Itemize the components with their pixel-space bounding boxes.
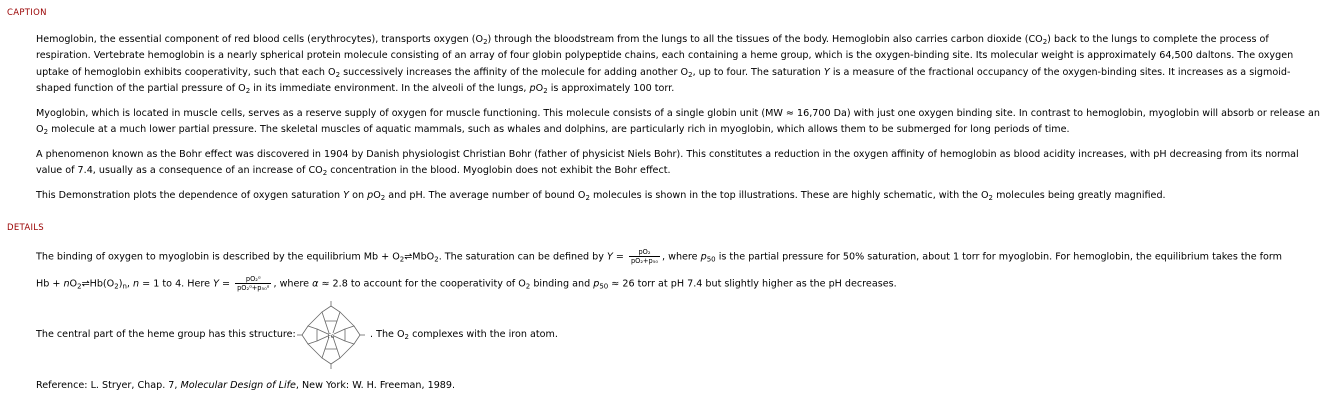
myoglobin-saturation-fraction: $\frac{\text{pO₂}}{\text{pO₂+p₅₀}}$ bbox=[630, 248, 658, 265]
caption-heading: CAPTION bbox=[7, 8, 47, 18]
hemoglobin-saturation-fraction: $\frac{\text{pO₂ᵅ}}{\text{pO₂ᵅ+p₅₀ᵅ}}$ bbox=[237, 275, 270, 292]
reference-line: Reference: L. Stryer, Chap. 7, Molecular Design of Life, New York: W. H. Freeman, 1989. bbox=[36, 380, 456, 391]
details-myoglobin-equilibrium: The binding of oxygen to myoglobin is described by the equilibrium $Mb + O_2\rightleftharpoons MbO_2$. The saturation can be defined by Y = $\frac{\text{pO₂}}{\text{pO₂+p₅₀}}$ , where $p_{50}$ is the partial pressure for 50% saturation, about 1 torr for myoglobin. For hemoglobin, the equilibrium takes the form bbox=[36, 248, 1283, 265]
iron-atom-label: Fe bbox=[327, 333, 335, 340]
heme-structure-diagram bbox=[296, 300, 366, 370]
details-o2-complex-text: . The $O_2$ complexes with the iron atom. bbox=[370, 329, 558, 341]
caption-paragraph-bohr-effect: A phenomenon known as the Bohr effect was discovered in 1904 by Danish physiologist Christian Bohr (father of physicist Niels Bohr). This constitutes a reduction in the oxygen affinity of hemoglobin as blood acidity increases, with pH decreasing from its normal value of 7.4, usually as a consequence of an increase of $CO_2$ concentration in the blood. Myoglobin does not exhibit the Bohr effect. bbox=[36, 149, 1299, 178]
caption-paragraph-demonstration: This Demonstration plots the dependence of oxygen saturation Y on $pO_2$ and pH. The average number of bound $O_2$ molecules is shown in the top illustrations. These are highly schematic, with the $O_2$ molecules being greatly magnified. bbox=[36, 190, 1166, 202]
details-heading: DETAILS bbox=[7, 223, 45, 233]
details-heme-structure-text: The central part of the heme group has this structure: bbox=[36, 329, 296, 340]
caption-paragraph-hemoglobin: Hemoglobin, the essential component of red blood cells (erythrocytes), transports oxygen $(O_2)$ through the bloodstream from the lungs to all the tissues of the body. Hemoglobin also carries carbon dioxide $(CO_2)$ back to the lungs to complete the process of respiration. Vertebrate hemoglobin is a nearly spherical protein molecule consisting of an array of four globin polypeptide chains, each containing a heme group, which is the oxygen-binding site. Its molecular weight is approximately 64,500 daltons. The oxygen uptake of hemoglobin exhibits cooperativity, such that each $O_2$ successively increases the affinity of the molecule for adding another $O_2$, up to four. The saturation Y is a measure of the fractional occupancy of the oxygen-binding sites. It increases as a sigmoid-shaped function of the partial pressure of $O_2$ in its immediate environment. In the alveoli of the lungs, $pO_2$ is approximately 100 torr. bbox=[36, 34, 1294, 96]
caption-paragraph-myoglobin: Myoglobin, which is located in muscle cells, serves as a reserve supply of oxygen for muscle functioning. This molecule consists of a single globin unit (MW ≈ 16,700 Da) with just one oxygen binding site. In contrast to hemoglobin, myoglobin will absorb or release an $O_2$ molecule at a much lower partial pressure. The skeletal muscles of aquatic mammals, such as whales and dolphins, are particularly rich in myoglobin, which allows them to be submerged for long periods of time. bbox=[36, 108, 1320, 137]
details-hemoglobin-equilibrium: $Hb + nO_2\rightleftharpoons Hb(O_2)_n$, n = 1 to 4. Here Y = $\frac{\text{pO₂ᵅ}}{\text{pO₂ᵅ+p₅₀ᵅ}}$ , where α ≈ 2.8 to account for the cooperativity of $O_2$ binding and $p_{50} \approx 26$ torr at pH 7.4 but slightly higher as the pH decreases. bbox=[36, 275, 897, 292]
